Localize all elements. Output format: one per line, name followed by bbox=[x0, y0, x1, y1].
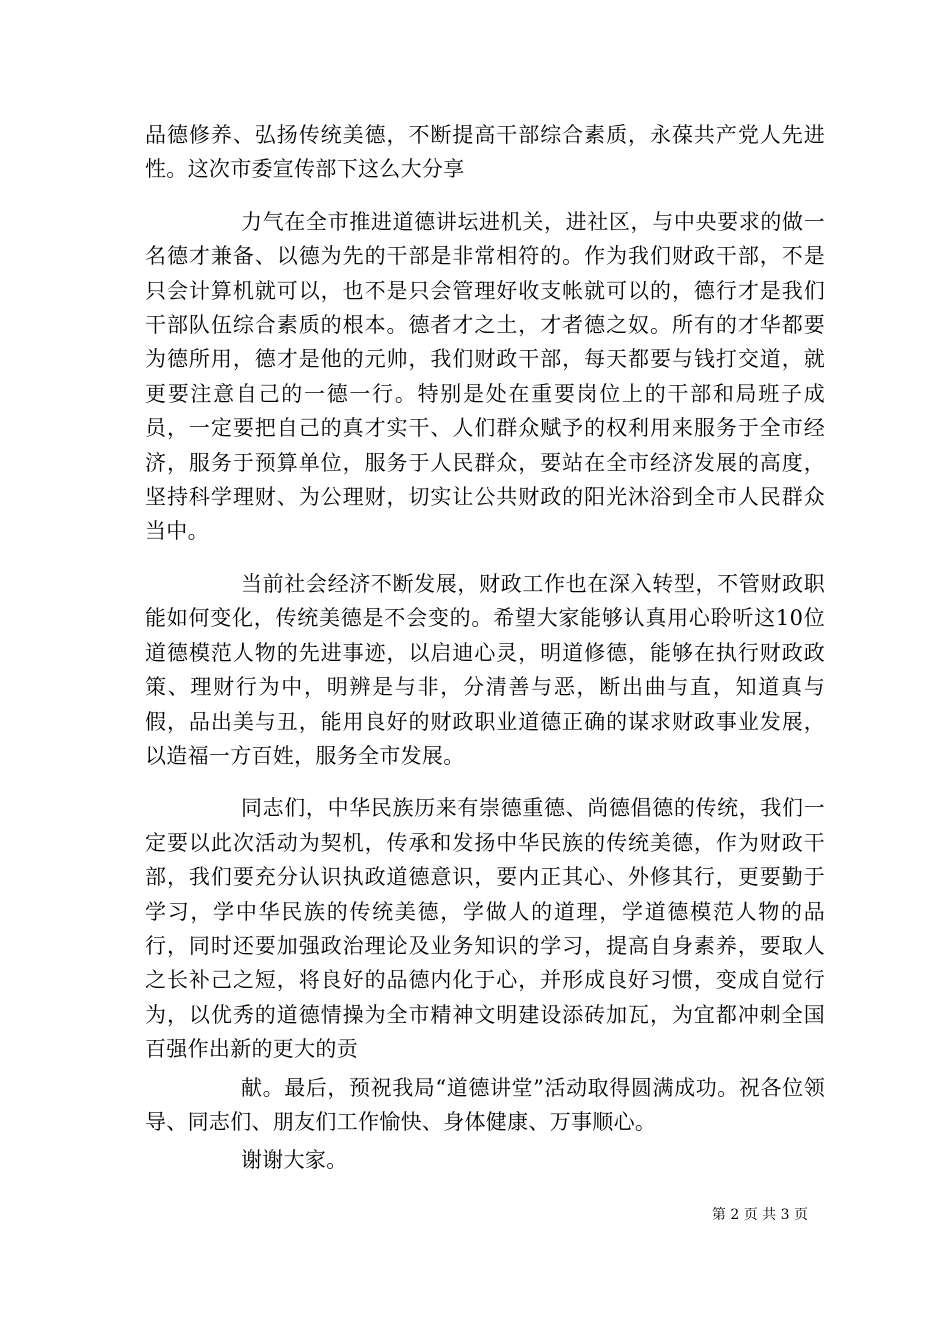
page-number: 第 2 页 共 3 页 bbox=[711, 1207, 808, 1223]
paragraph-1: 品德修养、弘扬传统美德，不断提高干部综合素质，永葆共产党人先进性。这次市委宣传部下这么大分享 bbox=[145, 123, 825, 182]
paragraph-2: 力气在全市推进道德讲坛进机关，进社区，与中央要求的做一名德才兼备、以德为先的干部是非常相符的。作为我们财政干部，不是只会计算机就可以，也不是只会管理好收支帐就可以的，德行才是我们干部队伍综合素质的根本。德者才之土，才者德之奴。所有的才华都要为德所用，德才是他的元帅，我们财政干部，每天都要与钱打交道，就更要注意自己的一德一行。特别是处在重要岗位上的干部和局班子成员，一定要把自己的真才实干、人们群众赋予的权利用来服务于全市经济，服务于预算单位，服务于人民群众，要站在全市经济发展的高度，坚持科学理财、为公理财，切实让公共财政的阳光沐浴到全市人民群众当中。 bbox=[145, 209, 825, 544]
paragraph-closing: 谢谢大家。 bbox=[241, 1148, 348, 1173]
document-body bbox=[145, 118, 825, 1178]
paragraph-4: 同志们，中华民族历来有崇德重德、尚德倡德的传统，我们一定要以此次活动为契机，传承和发扬中华民族的传统美德，作为财政干部，我们要充分认识执政道德意识，要内正其心、外修其行，更要勤于学习，学中华民族的传统美德，学做人的道理，学道德模范人物的品行，同时还要加强政治理论及业务知识的学习，提高自身素养，要取人之长补己之短，将良好的品德内化于心，并形成良好习惯，变成自觉行为，以优秀的道德情操为全市精神文明建设添砖加瓦，为宜都冲刺全国百强作出新的更大的贡 bbox=[145, 796, 825, 1062]
paragraph-3: 当前社会经济不断发展，财政工作也在深入转型，不管财政职能如何变化，传统美德是不会变的。希望大家能够认真用心聆听这10位道德模范人物的先进事迹，以启迪心灵，明道修德，能够在执行财政政策、理财行为中，明辨是与非，分清善与恶，断出曲与直，知道真与假，品出美与丑，能用良好的财政职业道德正确的谋求财政事业发展，以造福一方百姓，服务全市发展。 bbox=[145, 571, 825, 768]
paragraph-5: 献。最后，预祝我局“道德讲堂”活动取得圆满成功。祝各位领导、同志们、朋友们工作愉快、身体健康、万事顺心。 bbox=[145, 1075, 825, 1134]
